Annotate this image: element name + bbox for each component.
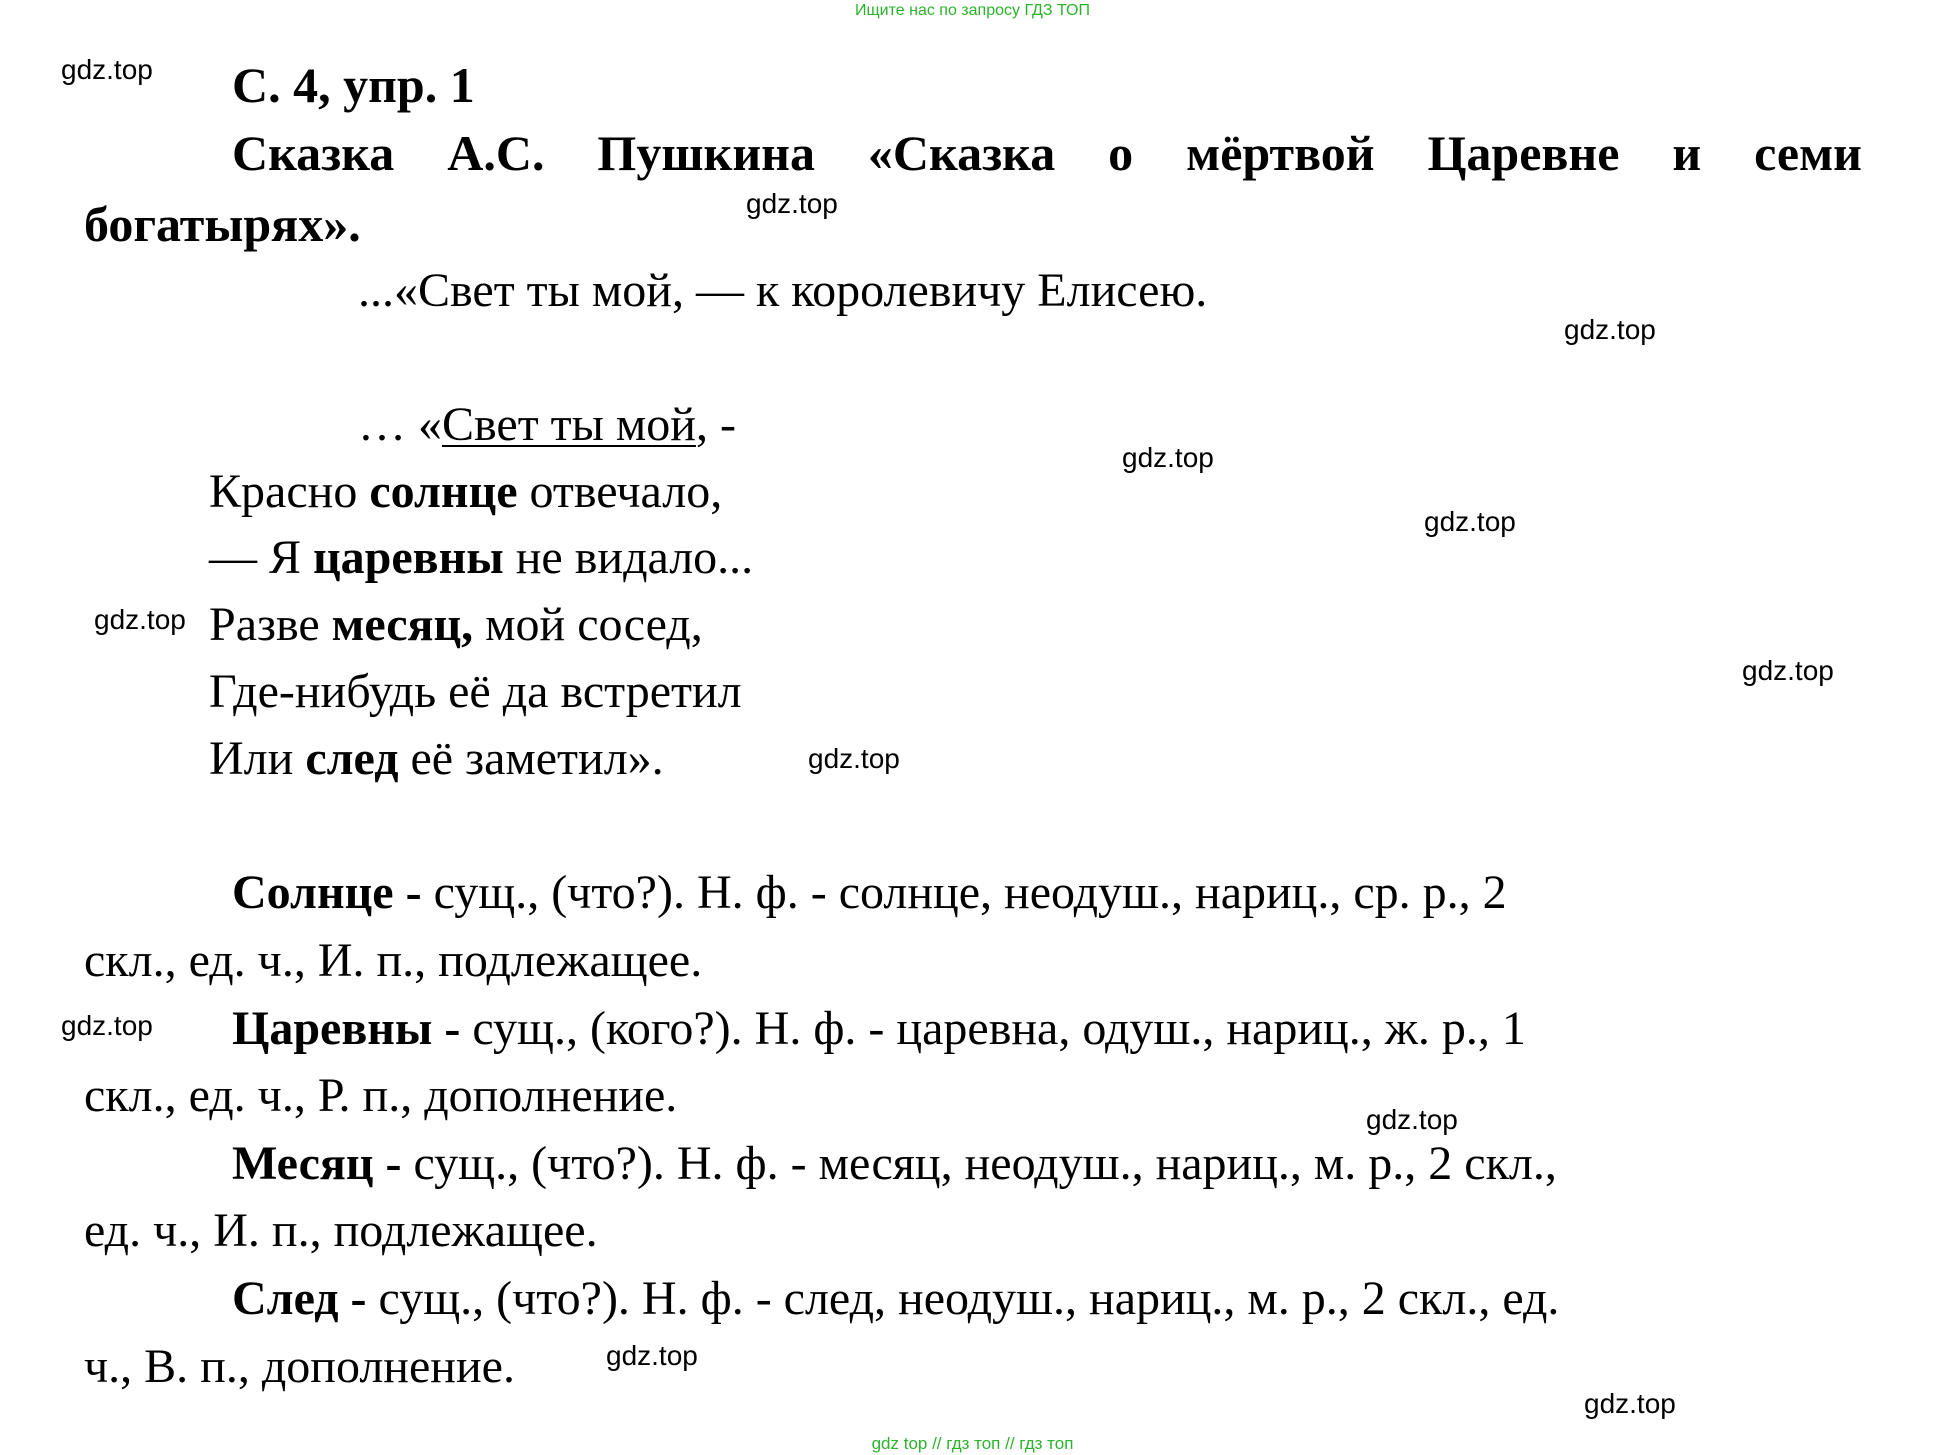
analysis-sled-line2: ч., В. п., дополнение. [84,1340,515,1393]
poem-line-2-end: отвечало, [517,465,723,518]
watermark: gdz.top [1584,1388,1676,1419]
watermark: gdz.top [606,1340,698,1371]
watermark: gdz.top [1742,655,1834,686]
analysis-sled-line1 [232,1270,1559,1328]
poem-line-6-start: Или [209,732,306,785]
analysis-text: сущ., (что?). Н. ф. - месяц, неодуш., нариц., м. р., 2 скл., [413,1137,1557,1190]
poem-line-3-start: — Я [209,531,314,584]
page-exercise-title: С. 4, упр. 1 [232,57,475,113]
analysis-term: Солнце - [232,866,434,919]
poem-line-1-prefix: … « [358,398,442,451]
intro-quote: ...«Свет ты мой, — к королевичу Елисею. [358,264,1208,317]
poem-line-1-suffix: , - [695,398,736,451]
analysis-mesyats-line2: ед. ч., И. п., подлежащее. [84,1204,598,1257]
story-title-line2: богатырях». [84,196,361,252]
analysis-solntse-line1 [232,864,1507,922]
watermark: gdz.top [1366,1104,1458,1135]
analysis-text: сущ., (кого?). Н. ф. - царевна, одуш., нариц., ж. р., 1 [472,1002,1526,1055]
analysis-mesyats-line1 [232,1135,1557,1193]
watermark: gdz.top [61,54,153,85]
analysis-text: сущ., (что?). Н. ф. - солнце, неодуш., нариц., ср. р., 2 [433,866,1507,919]
poem-line-4-end: мой сосед, [473,598,703,651]
bold-word-mesyats: месяц, [331,598,474,651]
bold-word-solntse: солнце [369,465,518,518]
bold-word-tsarevny: царевны [313,531,504,584]
poem-line-3-end: не видало... [503,531,754,584]
analysis-tsarevny-line1 [232,1000,1526,1058]
watermark: gdz.top [746,188,838,219]
watermark: gdz.top [1564,314,1656,345]
underlined-address: Свет ты мой [442,398,696,451]
analysis-term: След - [232,1272,379,1325]
analysis-term: Царевны - [232,1002,473,1055]
poem-line-2-start: Красно [209,465,370,518]
story-title-line1: Сказка А.С. Пушкина «Сказка о мёртвой Царевне и семи [232,125,1862,181]
poem-line-2 [209,463,722,521]
watermark: gdz.top [1122,442,1214,473]
header-banner[interactable]: Ищите нас по запросу ГДЗ ТОП [855,2,1090,19]
bold-word-sled: след [305,732,399,785]
analysis-text: сущ., (что?). Н. ф. - след, неодуш., нариц., м. р., 2 скл., ед. [378,1272,1560,1325]
poem-line-4-start: Разве [209,598,332,651]
watermark: gdz.top [94,604,186,635]
poem-line-1 [358,396,736,454]
poem-line-5: Где-нибудь её да встретил [209,665,742,718]
poem-line-6-end: её заметил». [398,732,664,785]
poem-line-4 [209,596,703,654]
analysis-solntse-line2: скл., ед. ч., И. п., подлежащее. [84,934,703,987]
footer-banner[interactable]: gdz top // гдз топ // гдз топ [871,1434,1074,1453]
watermark: gdz.top [61,1010,153,1041]
watermark: gdz.top [1424,506,1516,537]
poem-line-3 [209,529,753,587]
analysis-term: Месяц - [232,1137,414,1190]
analysis-tsarevny-line2: скл., ед. ч., Р. п., дополнение. [84,1069,678,1122]
watermark: gdz.top [808,743,900,774]
poem-line-6 [209,730,664,788]
